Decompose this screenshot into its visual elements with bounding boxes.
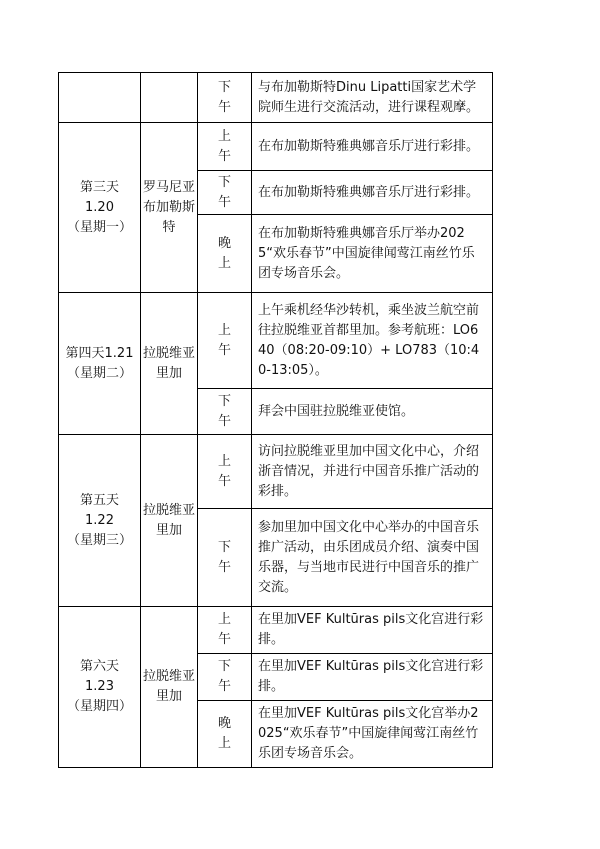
activity-description: 拜会中国驻拉脱维亚使馆。	[252, 389, 493, 435]
time-cell: 下 午	[198, 171, 252, 215]
activity-description: 在布加勒斯特雅典娜音乐厅举办2025“欢乐春节”中国旋律闻莺江南丝竹乐团专场音乐会。	[252, 215, 493, 293]
time-cell: 上 午	[198, 435, 252, 509]
day-cell: 第四天1.21 （星期二）	[59, 293, 141, 435]
table-row	[59, 123, 493, 171]
time-cell: 上 午	[198, 293, 252, 389]
activity-description: 在布加勒斯特雅典娜音乐厅进行彩排。	[252, 171, 493, 215]
day-cell	[59, 73, 141, 123]
day-cell: 第五天 1.22 （星期三）	[59, 435, 141, 607]
table-row	[59, 435, 493, 509]
activity-description: 上午乘机经华沙转机，乘坐波兰航空前往拉脱维亚首都里加。参考航班：LO640（08:20-09:10）+ LO783（10:40-13:05）。	[252, 293, 493, 389]
city-cell	[141, 73, 198, 123]
city-cell: 拉脱维亚里加	[141, 435, 198, 607]
time-cell: 晚 上	[198, 215, 252, 293]
activity-description: 在布加勒斯特雅典娜音乐厅进行彩排。	[252, 123, 493, 171]
city-cell: 拉脱维亚里加	[141, 607, 198, 768]
table-row	[59, 73, 493, 123]
day-cell: 第三天 1.20 （星期一）	[59, 123, 141, 293]
time-cell: 下 午	[198, 509, 252, 607]
time-cell: 上 午	[198, 607, 252, 654]
time-cell: 晚 上	[198, 701, 252, 768]
activity-description: 与布加勒斯特Dinu Lipatti国家艺术学院师生进行交流活动，进行课程观摩。	[252, 73, 493, 123]
activity-description: 在里加VEF Kultūras pils文化宫进行彩排。	[252, 654, 493, 701]
activity-description: 参加里加中国文化中心举办的中国音乐推广活动，由乐团成员介绍、演奏中国乐器，与当地市民进行中国音乐的推广交流。	[252, 509, 493, 607]
time-cell: 下 午	[198, 389, 252, 435]
city-cell: 罗马尼亚布加勒斯特	[141, 123, 198, 293]
time-cell: 下 午	[198, 73, 252, 123]
table-row	[59, 293, 493, 389]
time-cell: 上 午	[198, 123, 252, 171]
itinerary-table	[58, 72, 493, 768]
activity-description: 在里加VEF Kultūras pils文化宫进行彩排。	[252, 607, 493, 654]
activity-description: 访问拉脱维亚里加中国文化中心，介绍浙音情况，并进行中国音乐推广活动的彩排。	[252, 435, 493, 509]
day-cell: 第六天 1.23 （星期四）	[59, 607, 141, 768]
activity-description: 在里加VEF Kultūras pils文化宫举办2025“欢乐春节”中国旋律闻莺江南丝竹乐团专场音乐会。	[252, 701, 493, 768]
table-row	[59, 607, 493, 654]
time-cell: 下 午	[198, 654, 252, 701]
city-cell: 拉脱维亚里加	[141, 293, 198, 435]
